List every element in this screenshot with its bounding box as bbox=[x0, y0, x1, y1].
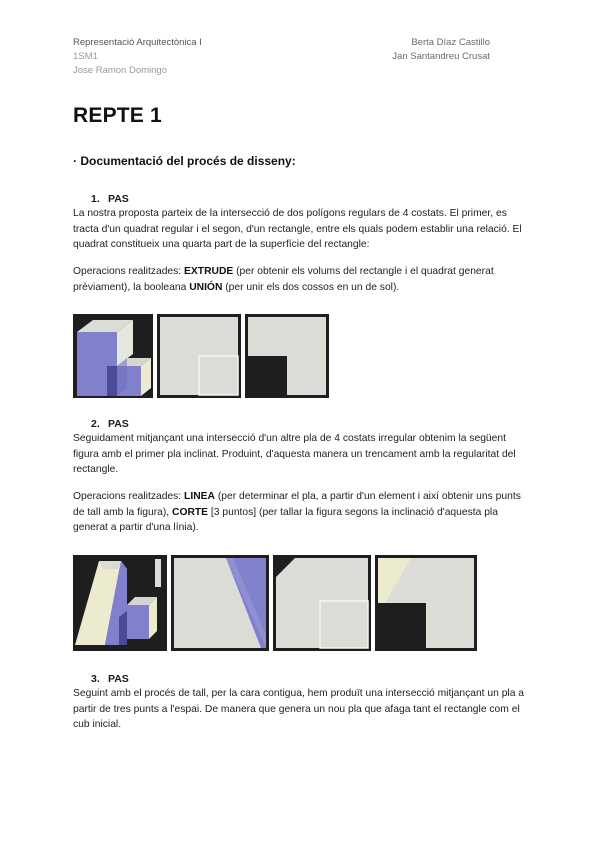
step-2-operations bbox=[73, 489, 533, 536]
step-3-title bbox=[91, 673, 129, 685]
step-2-paragraph: Seguidament mitjançant una intersecció d'un altre pla de 4 costats irregular obtenim la següent figura amb el primer pla inclinat. Produint, d'aquesta manera un trencament amb la regularitat del rectangle. bbox=[73, 433, 516, 476]
step-2-op-corte-text: [3 puntos] (per tallar la figura segons la inclinació d'aquesta pla generat a partir d'una línia). bbox=[73, 506, 498, 534]
step-3-paragraph: Seguint amb el procés de tall, per la cara contigua, hem produït una intersecció mitjançant un pla a partir de tres punts a l'espai. De manera que genera un nou pla que afaga tant el rectangle com el cub inicial. bbox=[73, 688, 525, 731]
page-title: REPTE 1 bbox=[73, 104, 162, 127]
step-2-op-linea-text: (per determinar el pla, a partir d'un element i així obtenir uns punts de tall amb la figura), bbox=[73, 491, 521, 518]
step-2-iso-view-image bbox=[73, 555, 167, 651]
group-code: 1SM1 bbox=[73, 51, 98, 62]
step-1-operations bbox=[73, 264, 533, 295]
author-2: Jan Santandreu Crusat bbox=[392, 51, 490, 62]
step-1-number: 1. bbox=[91, 193, 100, 205]
step-3-number: 3. bbox=[91, 673, 100, 685]
author-1: Berta Díaz Castillo bbox=[411, 37, 490, 48]
step-2-label: PAS bbox=[108, 418, 129, 430]
step-1-top-view-image bbox=[157, 314, 241, 398]
step-1-ops-prefix: Operacions realitzades: bbox=[73, 266, 185, 277]
step-2-number: 2. bbox=[91, 418, 100, 430]
step-2-title bbox=[91, 418, 129, 430]
course-name: Representació Arquitectònica I bbox=[73, 37, 202, 48]
section-title: · Documentació del procés de disseny: bbox=[73, 154, 296, 168]
step-2-op-linea: LINEA bbox=[184, 491, 215, 502]
step-2-op-corte: CORTE bbox=[172, 506, 209, 518]
step-1-paragraph: La nostra proposta parteix de la intersecció de dos polígons regulars de 4 costats. El primer, es tracta d'un quadrat regular i el segon, d'un rectangle, entre els quals podem establir una relació. El quadrat constitueix una quarta part de la superfície del rectangle: bbox=[73, 208, 522, 251]
step-2-section-view-image bbox=[375, 555, 477, 651]
step-2-image-row bbox=[73, 555, 477, 651]
step-1-op-union: UNIÓN bbox=[189, 281, 223, 293]
step-1-iso-view-image bbox=[73, 314, 153, 398]
step-1-label: PAS bbox=[108, 193, 129, 205]
step-2-ops-prefix: Operacions realitzades: bbox=[73, 491, 185, 502]
step-1-op-union-text: (per unir els dos cossos en un de sol). bbox=[222, 281, 400, 293]
professor-name: Jose Ramon Domingo bbox=[73, 65, 167, 76]
step-1-image-row bbox=[73, 314, 329, 398]
step-1-title bbox=[91, 193, 129, 205]
header-left bbox=[73, 36, 202, 78]
step-1-op-extrude: EXTRUDE bbox=[184, 266, 234, 277]
header-right bbox=[392, 36, 490, 64]
step-2-top-view-image bbox=[273, 555, 371, 651]
step-1-op-extrude-text: (per obtenir els volums del rectangle i el quadrat generat prèviament), la booleana bbox=[73, 266, 494, 293]
step-2-side-view-image bbox=[171, 555, 269, 651]
step-1-section-view-image bbox=[245, 314, 329, 398]
step-3-label: PAS bbox=[108, 673, 129, 685]
